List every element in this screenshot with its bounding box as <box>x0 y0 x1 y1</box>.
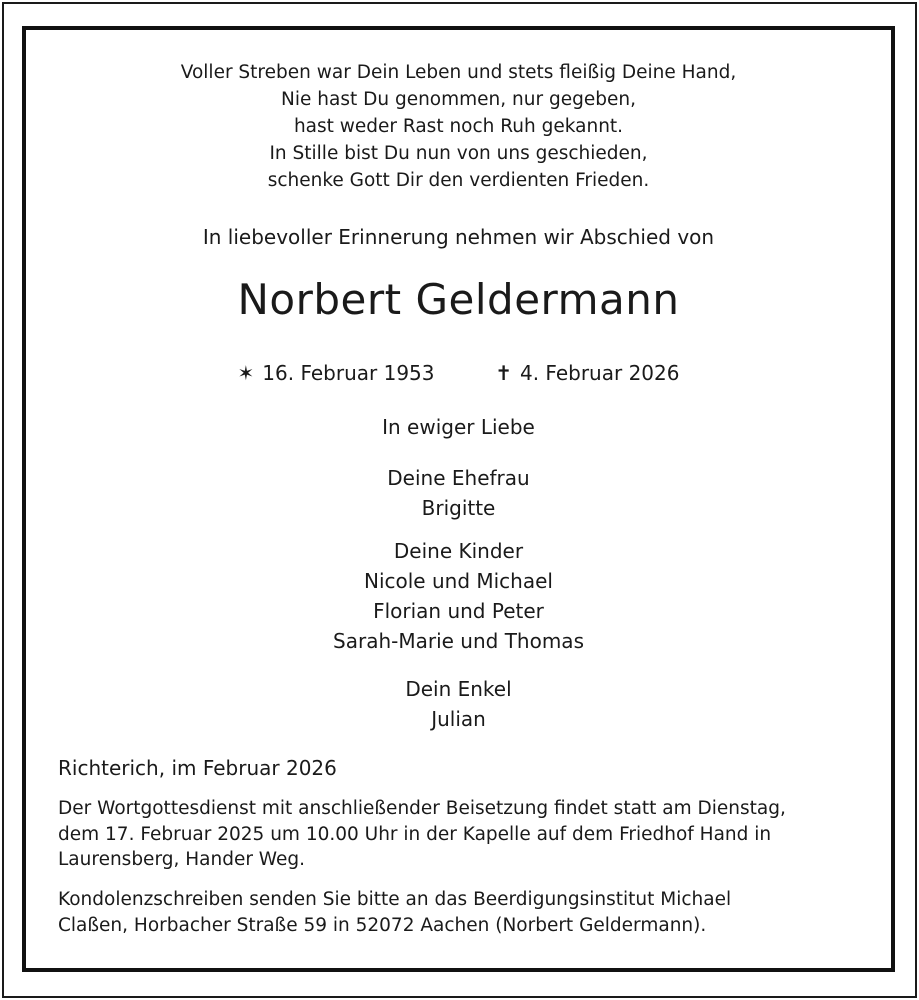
memorial-poem <box>26 59 891 194</box>
grandchild-label: Dein Enkel <box>405 677 512 701</box>
service-line: dem 17. Februar 2025 um 10.00 Uhr in der Kapelle auf dem Friedhof Hand in <box>58 823 772 845</box>
death-date: 4. Februar 2026 <box>519 361 680 385</box>
deceased-name: Norbert Geldermann <box>237 275 680 324</box>
children-group <box>26 536 891 656</box>
poem-line: hast weder Rast noch Ruh gekannt. <box>293 116 624 137</box>
child-names: Sarah-Marie und Thomas <box>333 629 584 653</box>
cross-icon: ✝ <box>495 361 512 385</box>
poem-line: In Stille bist Du nun von uns geschieden, <box>269 143 648 164</box>
place-date: Richterich, im Februar 2026 <box>58 756 337 780</box>
grandchild-name: Julian <box>431 707 486 731</box>
children-label: Deine Kinder <box>393 539 524 563</box>
wife-name: Brigitte <box>421 496 496 520</box>
birth-date: 16. Februar 1953 <box>262 361 435 385</box>
star-icon: ✶ <box>237 361 255 385</box>
service-line: Der Wortgottesdienst mit anschließender Beisetzung findet statt am Dienstag, <box>58 798 786 819</box>
poem-line: Nie hast Du genommen, nur gegeben, <box>281 89 636 110</box>
child-names: Nicole und Michael <box>364 569 553 593</box>
condolence-line: Kondolenzschreiben senden Sie bitte an das Beerdigungsinstitut Michael <box>58 889 732 910</box>
wife-label: Deine Ehefrau <box>387 466 530 490</box>
life-dates <box>26 359 891 387</box>
wife-group <box>26 463 891 523</box>
eternal-love-line <box>26 412 891 442</box>
condolence-notice <box>58 887 858 938</box>
condolence-line: Claßen, Horbacher Straße 59 in 52072 Aachen (Norbert Geldermann). <box>58 914 707 936</box>
service-line: Laurensberg, Hander Weg. <box>58 849 306 870</box>
grandchild-group <box>26 674 891 734</box>
poem-line: Voller Streben war Dein Leben und stets fleißig Deine Hand, <box>180 62 737 83</box>
death-date-group <box>495 359 679 387</box>
child-names: Florian und Peter <box>373 599 544 623</box>
eternal-love-text: In ewiger Liebe <box>382 415 535 439</box>
poem-line: schenke Gott Dir den verdienten Frieden. <box>267 170 650 191</box>
birth-date-group <box>238 359 435 387</box>
farewell-intro: In liebevoller Erinnerung nehmen wir Abschied von <box>202 225 715 249</box>
service-notice <box>58 796 858 873</box>
